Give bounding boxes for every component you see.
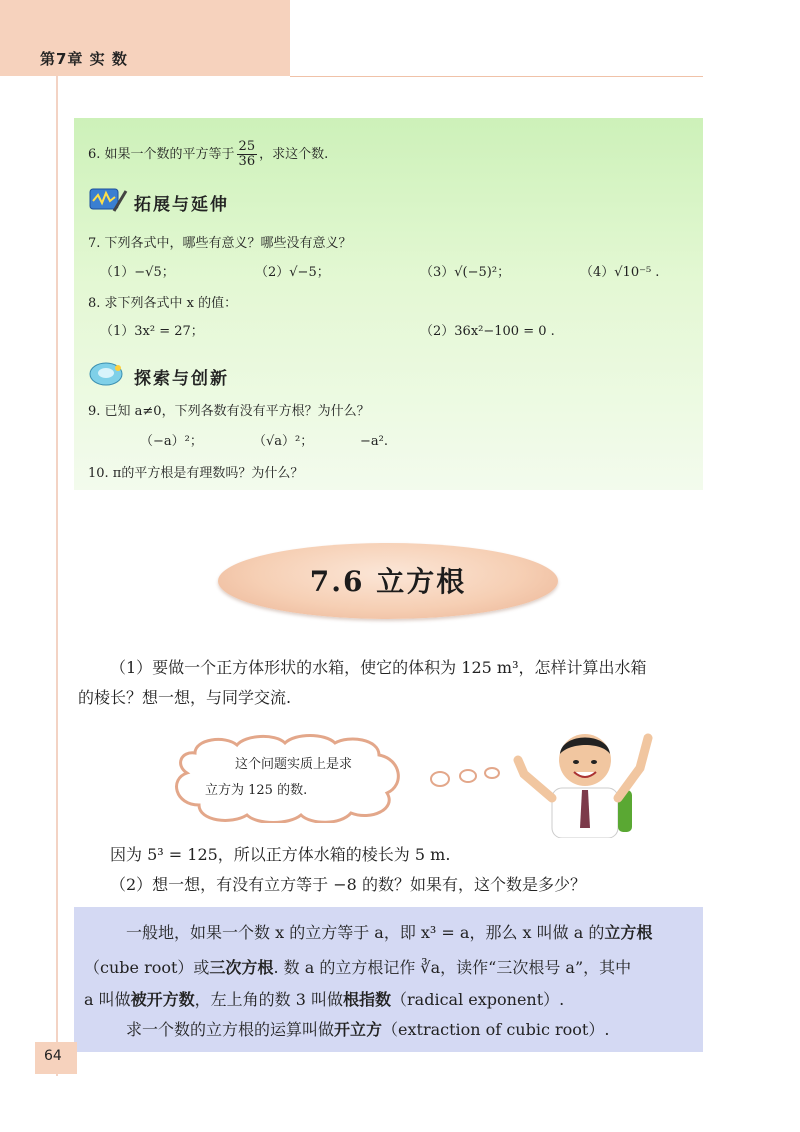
student-illustration — [510, 718, 660, 838]
q8-item-2: （2）36x²−100 = 0 . — [420, 324, 555, 339]
section-title: 7.6 立方根 — [309, 565, 467, 598]
definition-line-4 — [126, 1017, 609, 1043]
q9-item-1: （−a）²； — [140, 434, 203, 449]
q7-item-2: （2）√−5； — [255, 265, 330, 280]
intro-paragraph-line1: （1）要做一个正方体形状的水箱，使它的体积为 125 m³，怎样计算出水箱 — [110, 658, 647, 677]
frac-denominator: 36 — [238, 154, 256, 169]
bubble-line-1: 这个问题实质上是求 — [235, 757, 353, 772]
answer-paragraph: 因为 5³ = 125，所以正方体水箱的棱长为 5 m. — [110, 845, 451, 864]
q6-suffix: ，求这个数. — [259, 147, 329, 162]
question-6 — [88, 140, 328, 169]
question-7: 7. 下列各式中，哪些有意义？哪些没有意义？ — [88, 236, 352, 251]
q9-item-3: −a². — [360, 434, 388, 449]
frac-numerator: 25 — [238, 139, 256, 154]
def-text: 求一个数的立方根的运算叫做 — [126, 1020, 335, 1039]
def-text: a 叫做 — [84, 990, 131, 1009]
margin-rule — [56, 76, 58, 1076]
question-8: 8. 求下列各式中 x 的值： — [88, 296, 238, 311]
thought-dots — [430, 765, 510, 789]
explore-section-icon — [88, 358, 128, 388]
def-text: 一般地，如果一个数 x 的立方等于 a，即 x³ = a，那么 x 叫做 a 的 — [126, 923, 605, 942]
section-explore-title: 探索与创新 — [134, 369, 229, 389]
q7-item-3: （3）√(−5)²； — [420, 265, 511, 280]
def-text: （radical exponent）. — [391, 990, 565, 1009]
def-text: （cube root）或 — [84, 958, 210, 977]
extend-section-icon — [88, 185, 128, 215]
term-index: 根指数 — [343, 990, 392, 1009]
q7-item-1: （1）−√5； — [100, 265, 175, 280]
page-number: 64 — [44, 1048, 62, 1064]
term-extraction: 开立方 — [334, 1020, 383, 1039]
def-text: ，左上角的数 3 叫做 — [194, 990, 344, 1009]
q6-text: 6. 如果一个数的平方等于 — [88, 147, 235, 162]
question-10: 10. π的平方根是有理数吗？为什么？ — [88, 466, 304, 481]
question-9: 9. 已知 a≠0，下列各数有没有平方根？为什么？ — [88, 404, 370, 419]
q8-item-1: （1）3x² = 27； — [100, 324, 204, 339]
header-rule — [290, 76, 703, 77]
term-third-root: 三次方根 — [209, 958, 274, 977]
question-paragraph-2: （2）想一想，有没有立方等于 −8 的数？如果有，这个数是多少？ — [110, 875, 586, 894]
chapter-title: 第7章 实 数 — [40, 50, 128, 68]
definition-line-2 — [84, 955, 631, 981]
bubble-text — [205, 752, 352, 804]
bubble-line-2: 立方为 125 的数. — [205, 783, 308, 798]
def-text: . 数 a 的立方根记作 ∛a，读作“三次根号 a”，其中 — [273, 958, 632, 977]
section-extend-title: 拓展与延伸 — [134, 195, 229, 215]
term-radicand: 被开方数 — [130, 990, 195, 1009]
def-text: （extraction of cubic root）. — [382, 1020, 610, 1039]
intro-paragraph-line2: 的棱长？想一想，与同学交流. — [78, 688, 292, 707]
definition-line-3 — [84, 987, 564, 1013]
fraction-25-36 — [237, 140, 258, 169]
term-cube-root: 立方根 — [604, 923, 653, 942]
q7-item-4: （4）√10⁻⁵ . — [580, 265, 660, 280]
q9-item-2: （√a）²； — [253, 434, 314, 449]
definition-line-1 — [126, 920, 652, 946]
